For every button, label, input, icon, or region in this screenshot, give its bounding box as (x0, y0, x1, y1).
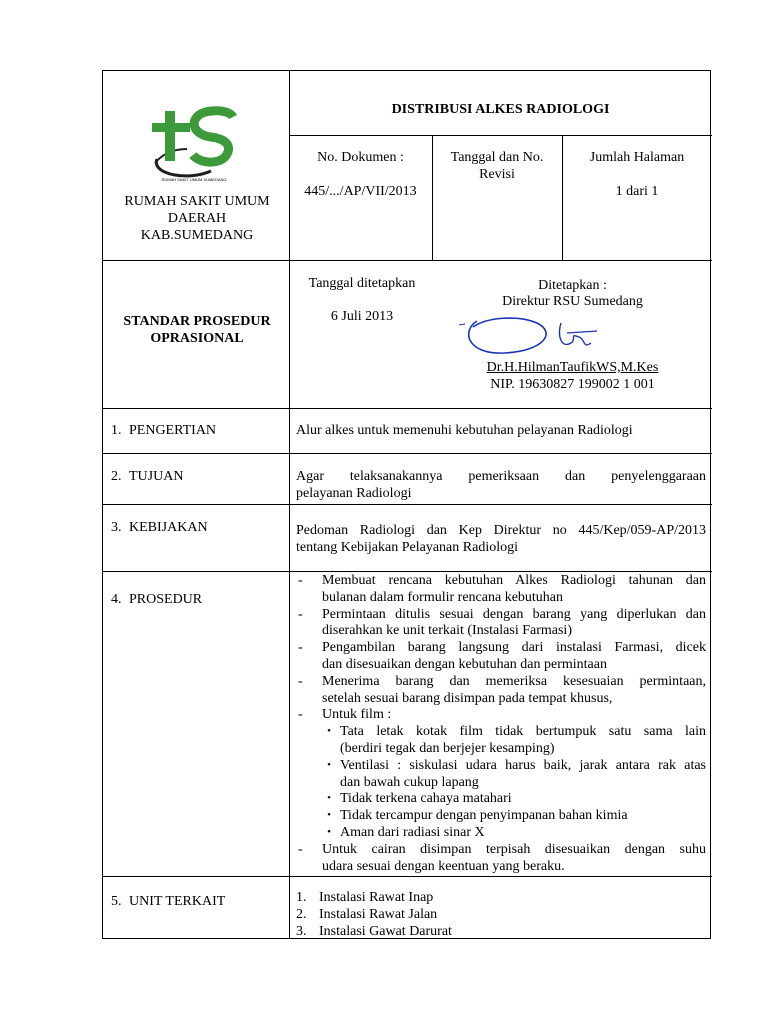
procedure-text: Pengambilan barang langsung dari instalasi Farmasi, dicek (322, 640, 706, 656)
section-label: TUJUAN (129, 469, 184, 484)
dash-marker: - (298, 573, 303, 588)
signatory-name: Dr.H.HilmanTaufikWS,M.Kes (486, 360, 659, 375)
section-label: KEBIJAKAN (129, 520, 208, 535)
section-text-line: Alur alkes untuk memenuhi kebutuhan pelayanan Radiologi (296, 423, 633, 438)
procedure-text: bulanan dalam formulir rencana kebutuhan (322, 589, 564, 605)
dash-marker: - (298, 707, 303, 723)
section-number: 2. (111, 469, 122, 484)
dash-marker: - (298, 673, 303, 689)
sop-title (107, 313, 287, 347)
row-divider (103, 260, 712, 261)
dash-marker: - (298, 841, 303, 857)
bullet-marker: • (327, 792, 331, 805)
procedure-text: Membuat rencana kebutuhan Alkes Radiologi tahunan dan (322, 573, 706, 588)
section-number: 1. (111, 423, 122, 438)
dash-marker: - (298, 606, 303, 622)
procedure-text: dan bawah cukup lapang (340, 774, 479, 790)
procedure-text: diserahkan ke unit terkait (Instalasi Farmasi) (322, 623, 572, 639)
row-divider (103, 408, 712, 409)
procedure-text: setelah sesuai barang disimpan pada tempat khusus, (322, 690, 613, 706)
procedure-text: Tata letak kotak film tidak bertumpuk satu sama lain (340, 724, 706, 740)
hospital-name (107, 193, 287, 244)
section-text-line: Pedoman Radiologi dan Kep Direktur no 445/Kep/059-AP/2013 (296, 523, 706, 538)
row-divider (103, 504, 712, 505)
procedure-text: dan disesuaikan dengan kebutuhan dan permintaan (322, 657, 607, 672)
section-label: UNIT TERKAIT (129, 894, 226, 909)
hospital-name-line: DAERAH (167, 211, 227, 226)
hospital-name-line: RUMAH SAKIT UMUM (124, 194, 270, 209)
revision-label-line: Revisi (479, 167, 515, 182)
bullet-marker: • (327, 758, 331, 771)
row-divider (103, 453, 712, 454)
list-item (296, 889, 706, 906)
page-count-value: 1 dari 1 (615, 184, 659, 199)
bullet-marker: • (327, 826, 331, 838)
logo-caption: RUMAH SAKIT UMUM SUMEDANG (161, 177, 227, 182)
list-item-number: 2. (296, 907, 307, 922)
revision-label (432, 149, 562, 183)
hospital-logo (149, 105, 241, 183)
list-item-text: Instalasi Gawat Darurat (319, 924, 452, 939)
section-label: PENGERTIAN (129, 423, 217, 438)
established-date-label: Tanggal ditetapkan (308, 276, 416, 291)
approved-by: Direktur RSU Sumedang (502, 294, 643, 309)
revision-label-line: Tanggal dan No. (450, 150, 544, 165)
row-divider (289, 135, 712, 136)
document-number-value: 445/.../AP/VII/2013 (304, 184, 417, 199)
document-number-label: No. Dokumen : (317, 150, 404, 165)
signatory-nip: NIP. 19630827 199002 1 001 (490, 377, 655, 392)
document-title: DISTRIBUSI ALKES RADIOLOGI (391, 102, 610, 117)
section-number: 4. (111, 592, 122, 607)
page-count-label: Jumlah Halaman (589, 150, 685, 165)
list-item-text: Instalasi Rawat Inap (319, 890, 434, 905)
sop-title-line: STANDAR PROSEDUR (123, 314, 271, 329)
procedure-text: Ventilasi : siskulasi udara harus baik, jarak antara rak atas (340, 757, 706, 773)
sop-document (102, 70, 711, 939)
procedure-text: Untuk cairan disimpan terpisah disesuaikan dengan suhu (322, 841, 706, 857)
list-item-text: Instalasi Rawat Jalan (319, 907, 438, 922)
procedure-text: (berdiri tegak dan berjejer kesamping) (340, 741, 555, 756)
list-item (296, 923, 706, 940)
procedure-text: udara sesuai dengan keentuan yang beraku. (322, 858, 565, 874)
hospital-name-line: KAB.SUMEDANG (140, 228, 254, 243)
procedure-text: Untuk film : (322, 707, 392, 723)
approved-label: Ditetapkan : (538, 278, 607, 293)
list-item (296, 906, 706, 923)
section-label: PROSEDUR (129, 592, 203, 607)
procedure-text: Menerima barang dan memeriksa kesesuaian permintaan, (322, 673, 706, 689)
section-number: 5. (111, 894, 122, 909)
sop-title-line: OPRASIONAL (150, 331, 244, 346)
dash-marker: - (298, 640, 303, 656)
list-item-number: 3. (296, 924, 307, 939)
unit-list (296, 889, 706, 940)
procedure-text: Aman dari radiasi sinar X (340, 825, 485, 840)
procedure-text: Permintaan ditulis sesuai dengan barang yang diperlukan dan (322, 606, 706, 622)
bullet-marker: • (327, 809, 331, 822)
section-text-line: Agar telaksanakannya pemeriksaan dan penyelenggaraan (296, 469, 706, 484)
established-date-value: 6 Juli 2013 (330, 309, 394, 324)
row-divider (103, 876, 712, 877)
section-number: 3. (111, 520, 122, 535)
section-text-line: pelayanan Radiologi (296, 486, 412, 501)
list-item-number: 1. (296, 890, 307, 905)
procedure-list (296, 572, 706, 876)
procedure-text: Tidak tercampur dengan penyimpanan bahan kimia (340, 808, 628, 824)
director-signature (457, 309, 607, 361)
section-text-line: tentang Kebijakan Pelayanan Radiologi (296, 540, 518, 555)
bullet-marker: • (327, 725, 331, 738)
procedure-text: Tidak terkena cahaya matahari (340, 791, 512, 807)
